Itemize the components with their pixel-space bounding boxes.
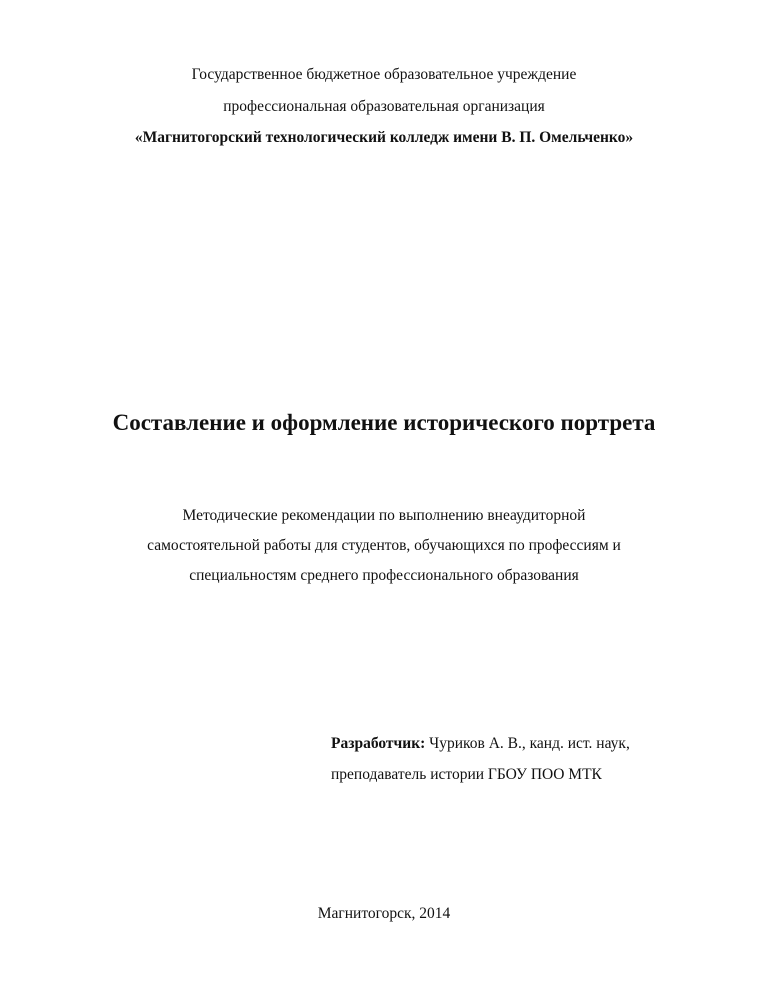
institution-line-1: Государственное бюджетное образовательное учреждение (191, 66, 577, 83)
city-year: Магнитогорск, 2014 (317, 905, 451, 922)
developer-label: Разработчик: (331, 735, 426, 752)
developer-position: преподаватель истории ГБОУ ПОО МТК (331, 766, 602, 783)
document-title: Составление и оформление исторического портрета (112, 410, 656, 435)
subtitle-line-2: самостоятельной работы для студентов, обучающихся по профессиям и (147, 537, 621, 554)
institution-name: «Магнитогорский технологический колледж имени В. П. Омельченко» (134, 129, 634, 146)
developer-line (331, 735, 630, 753)
subtitle-line-1: Методические рекомендации по выполнению внеаудиторной (182, 507, 586, 524)
developer-name: Чуриков А. В., канд. ист. наук, (425, 735, 630, 752)
institution-line-2: профессиональная образовательная организация (223, 98, 545, 115)
subtitle-line-3: специальностям среднего профессионального образования (189, 567, 579, 584)
